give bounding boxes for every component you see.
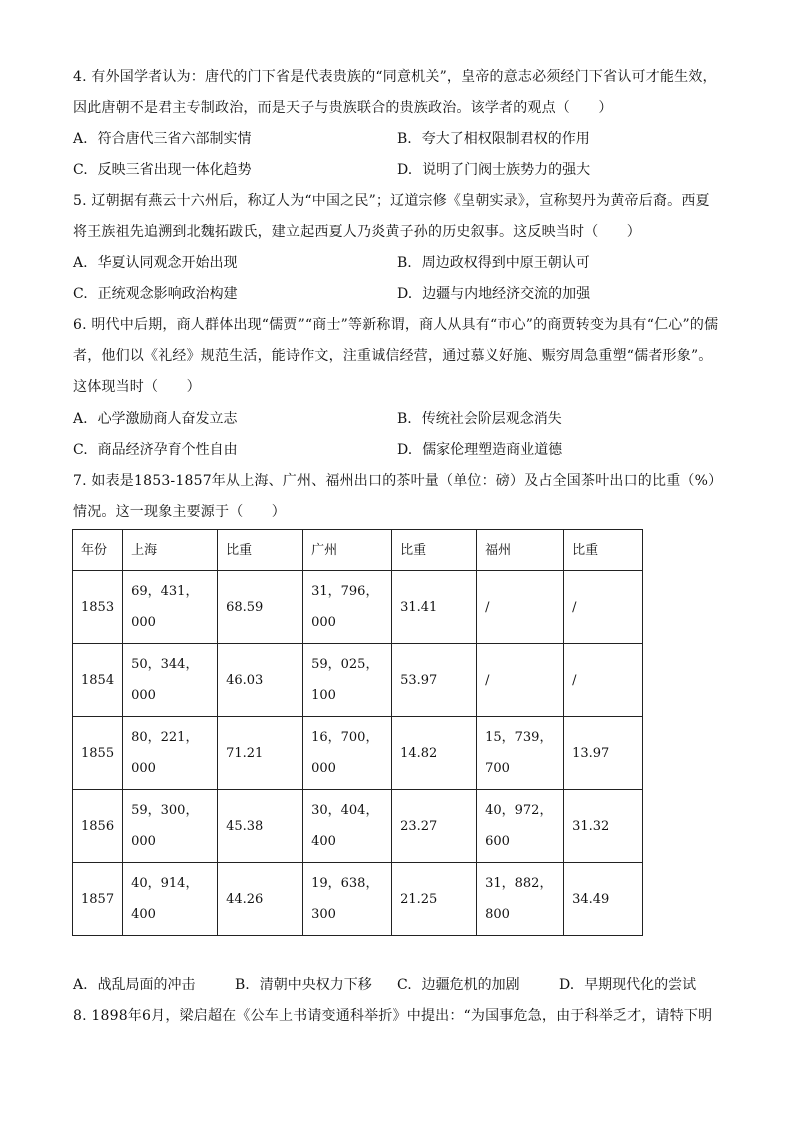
table-cell	[564, 717, 643, 790]
table-header-cell: 比重	[218, 530, 303, 571]
table-cell-line: 000	[311, 761, 336, 776]
question-8-stem: 8. 1898年6月，梁启超在《公车上书请变通科举折》中提出：“为国事危急，由于科举乏才，请特下明	[73, 1008, 713, 1024]
table-cell-line: 1854	[81, 672, 115, 688]
table-cell-line: 1856	[81, 818, 115, 834]
table-cell-line: 30，404，	[311, 803, 379, 818]
question-5-options-row1	[73, 248, 721, 279]
question-6-stem: 6. 明代中后期，商人群体出现“儒贾”“商士”等新称谓，商人从具有“市心”的商贾转变为具有“仁心”的儒者，他们以《礼经》规范生活，能诗作文，注重诚信经营，通过慕义好施、赈穷周急重塑“儒者形象”。这体现当时（ ）	[73, 317, 719, 395]
table-cell	[392, 644, 477, 717]
table-cell	[477, 644, 564, 717]
table-cell-line: 000	[131, 615, 156, 630]
table-header-cell: 上海	[123, 530, 218, 571]
question-4-options-row1	[73, 124, 721, 155]
table-cell	[477, 863, 564, 936]
table-cell-line: 100	[311, 688, 336, 703]
q4-option-b[interactable]: B. 夸大了相权限制君权的作用	[397, 131, 590, 147]
table-header-cell: 年份	[73, 530, 123, 571]
table-cell	[73, 863, 123, 936]
table-header-cell: 比重	[392, 530, 477, 571]
table-cell-line: 400	[131, 907, 156, 922]
table-cell-line: 1853	[81, 599, 115, 615]
table-cell	[123, 717, 218, 790]
table-row	[73, 571, 643, 644]
table-cell-line: 1855	[81, 745, 115, 761]
table-row	[73, 644, 643, 717]
table-cell	[73, 644, 123, 717]
table-cell-line: 000	[311, 615, 336, 630]
table-cell-line: 000	[131, 834, 156, 849]
q6-option-a[interactable]: A. 心学激励商人奋发立志	[73, 411, 238, 427]
table-cell	[303, 790, 392, 863]
q5-option-d[interactable]: D. 边疆与内地经济交流的加强	[397, 286, 591, 302]
table-cell-line: 50，344，	[131, 657, 199, 672]
tea-export-table	[72, 529, 643, 936]
table-cell-line: 19，638，	[311, 876, 379, 891]
table-cell	[218, 717, 303, 790]
q4-option-c[interactable]: C. 反映三省出现一体化趋势	[73, 162, 252, 178]
table-cell-line: 68.59	[226, 599, 264, 615]
table-cell-line: 59，300，	[131, 803, 199, 818]
table-cell-line: 31.32	[572, 818, 610, 834]
table-cell	[477, 717, 564, 790]
table-cell-line: 000	[131, 761, 156, 776]
table-cell-line: 46.03	[226, 672, 264, 688]
table-cell-line: /	[572, 599, 577, 615]
table-cell	[564, 863, 643, 936]
question-6-options-row1	[73, 404, 721, 435]
table-cell	[218, 863, 303, 936]
table-header-cell: 比重	[564, 530, 643, 571]
table-cell	[73, 790, 123, 863]
table-cell-line: 15，739，	[485, 730, 553, 745]
table-cell-line: 1857	[81, 891, 115, 907]
q7-option-d[interactable]: D. 早期现代化的尝试	[559, 977, 697, 993]
table-cell-line: 31，796，	[311, 584, 379, 599]
table-cell-line: 21.25	[400, 891, 438, 907]
table-cell-line: 000	[131, 688, 156, 703]
question-4-stem: 4. 有外国学者认为：唐代的门下省是代表贵族的“同意机关”，皇帝的意志必须经门下省认可才能生效，因此唐朝不是君主专制政治，而是天子与贵族联合的贵族政治。该学者的观点（ ）	[73, 69, 717, 116]
q6-option-d[interactable]: D. 儒家伦理塑造商业道德	[397, 442, 563, 458]
table-cell	[218, 644, 303, 717]
table-cell-line: 40，914，	[131, 876, 199, 891]
table-cell	[123, 644, 218, 717]
table-cell-line: 31，882，	[485, 876, 553, 891]
question-5-stem: 5. 辽朝据有燕云十六州后，称辽人为“中国之民”；辽道宗修《皇朝实录》，宣称契丹为黄帝后裔。西夏将王族祖先追溯到北魏拓跋氏，建立起西夏人乃炎黄子孙的历史叙事。这反映当时（ ）	[73, 193, 710, 240]
table-cell	[564, 644, 643, 717]
q6-option-b[interactable]: B. 传统社会阶层观念消失	[397, 411, 562, 427]
table-cell-line: 71.21	[226, 745, 264, 761]
table-cell	[73, 717, 123, 790]
table-cell-line: 59，025，	[311, 657, 379, 672]
question-4-options-row2	[73, 155, 721, 186]
table-cell	[392, 571, 477, 644]
table-cell	[392, 790, 477, 863]
table-cell-line: 23.27	[400, 818, 438, 834]
question-5-options-row2	[73, 279, 721, 310]
table-cell-line: 14.82	[400, 745, 438, 761]
table-cell	[303, 571, 392, 644]
table-cell-line: 700	[485, 761, 510, 776]
table-row	[73, 717, 643, 790]
table-cell-line: 40，972，	[485, 803, 553, 818]
question-6-options-row2	[73, 435, 721, 466]
q5-option-c[interactable]: C. 正统观念影响政治构建	[73, 286, 238, 302]
table-cell-line: /	[485, 599, 490, 615]
q5-option-a[interactable]: A. 华夏认同观念开始出现	[73, 255, 238, 271]
q6-option-c[interactable]: C. 商品经济孕育个性自由	[73, 442, 238, 458]
table-cell-line: 800	[485, 907, 510, 922]
table-cell	[564, 790, 643, 863]
table-cell	[123, 790, 218, 863]
table-cell	[218, 571, 303, 644]
table-cell-line: 13.97	[572, 745, 610, 761]
table-cell-line: 45.38	[226, 818, 264, 834]
question-7-stem: 7. 如表是1853-1857年从上海、广州、福州出口的茶叶量（单位：磅）及占全国茶叶出口的比重（%）情况。这一现象主要源于（ ）	[73, 473, 716, 520]
table-cell	[564, 571, 643, 644]
table-cell	[303, 863, 392, 936]
table-cell-line: 34.49	[572, 891, 610, 907]
table-cell-line: 600	[485, 834, 510, 849]
q4-option-a[interactable]: A. 符合唐代三省六部制实情	[73, 131, 252, 147]
q7-option-a[interactable]: A. 战乱局面的冲击	[73, 977, 196, 993]
table-header-row	[73, 530, 643, 571]
table-header-cell: 广州	[303, 530, 392, 571]
q4-option-d[interactable]: D. 说明了门阀士族势力的强大	[397, 162, 591, 178]
table-cell-line: /	[572, 672, 577, 688]
q7-option-b[interactable]: B. 清朝中央权力下移	[235, 977, 372, 993]
table-cell	[218, 790, 303, 863]
table-cell	[392, 717, 477, 790]
table-cell	[123, 571, 218, 644]
table-cell	[303, 644, 392, 717]
table-cell	[477, 790, 564, 863]
table-cell-line: 300	[311, 907, 336, 922]
table-cell	[392, 863, 477, 936]
table-cell-line: 400	[311, 834, 336, 849]
table-cell-line: 31.41	[400, 599, 438, 615]
q7-option-c[interactable]: C. 边疆危机的加剧	[397, 977, 520, 993]
table-cell	[123, 863, 218, 936]
table-cell-line: 80，221，	[131, 730, 199, 745]
q5-option-b[interactable]: B. 周边政权得到中原王朝认可	[397, 255, 590, 271]
table-cell	[73, 571, 123, 644]
table-cell-line: /	[485, 672, 490, 688]
table-cell-line: 44.26	[226, 891, 264, 907]
table-cell-line: 69，431，	[131, 584, 199, 599]
table-cell	[303, 717, 392, 790]
table-row	[73, 863, 643, 936]
question-7-options-row	[73, 970, 721, 1001]
table-cell	[477, 571, 564, 644]
table-header-cell: 福州	[477, 530, 564, 571]
table-cell-line: 53.97	[400, 672, 438, 688]
table-cell-line: 16，700，	[311, 730, 379, 745]
table-row	[73, 790, 643, 863]
